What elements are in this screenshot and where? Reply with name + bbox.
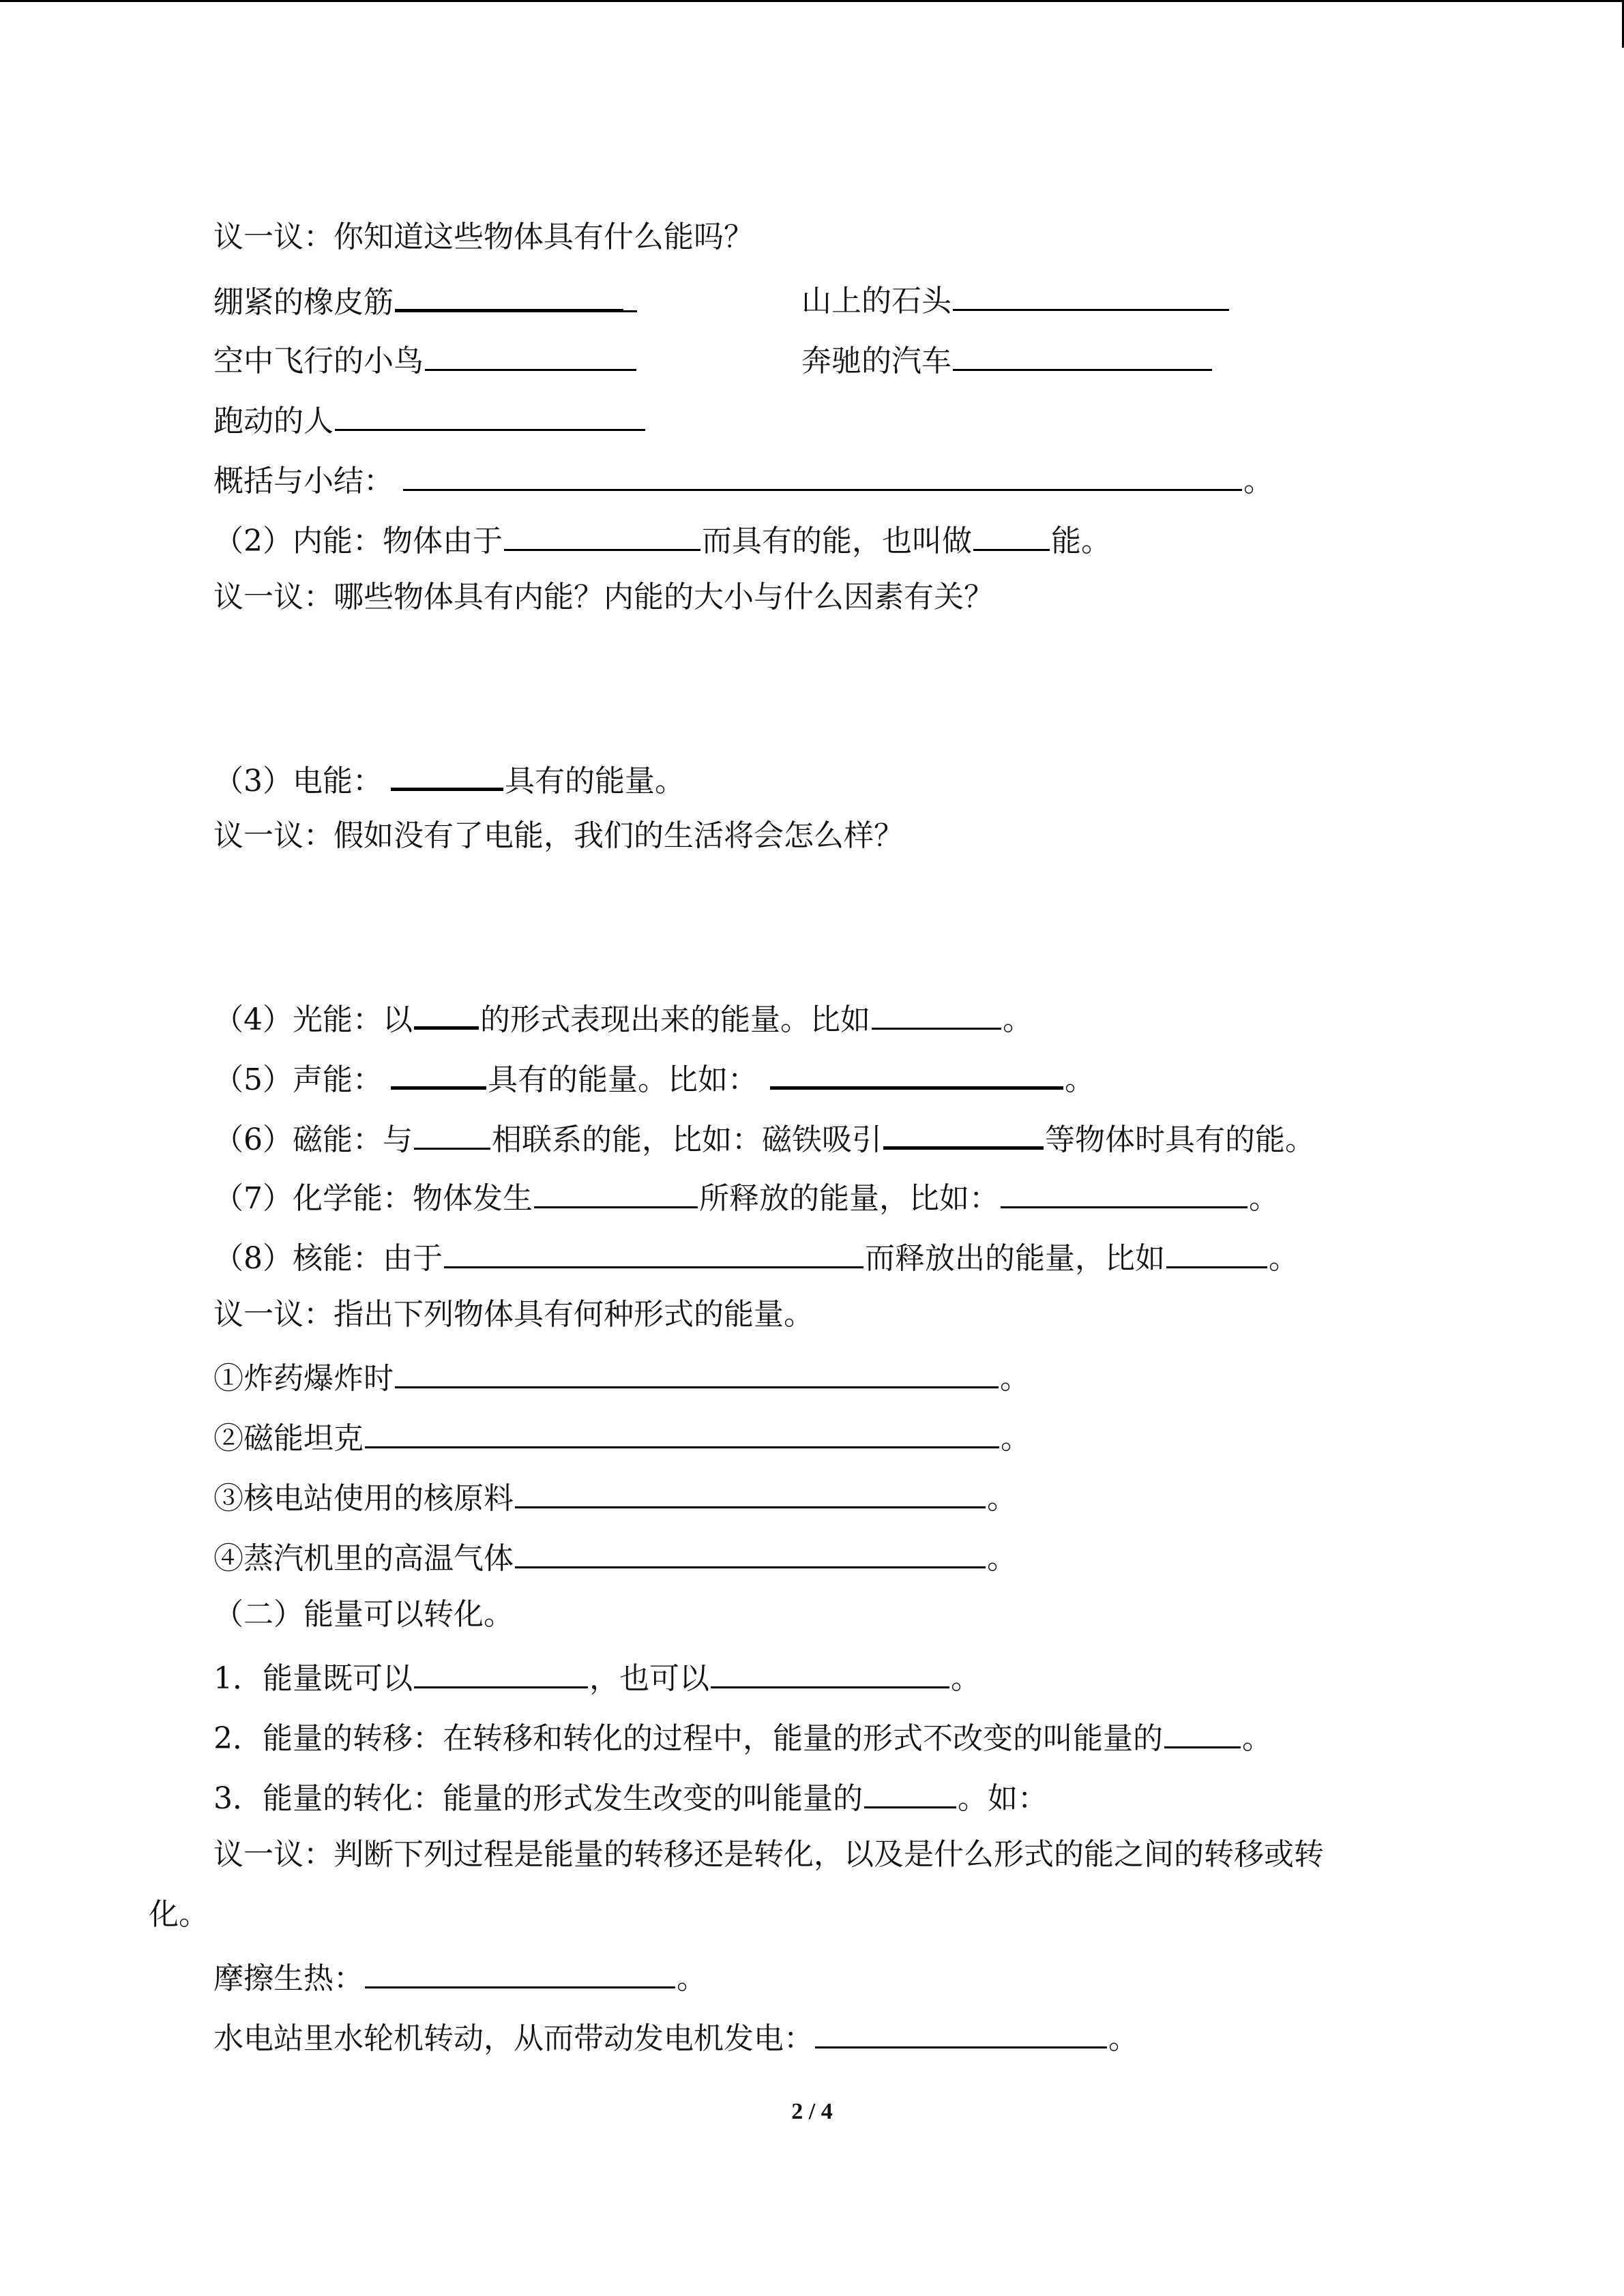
answer-blank[interactable] [414, 1112, 490, 1150]
example-friction: 摩擦生热： 。 [213, 1951, 707, 1999]
answer-blank[interactable] [335, 393, 645, 431]
example-hydropower: 水电站里水轮机转动，从而带动发电机发电： 。 [213, 2011, 1138, 2059]
answer-blank[interactable] [515, 1471, 986, 1508]
chemical-energy-line: （7）化学能：物体发生 所释放的能量，比如： 。 [213, 1171, 1279, 1219]
answer-blank[interactable] [395, 1351, 999, 1388]
discussion-prompt-5-cont: 化。 [149, 1897, 209, 1932]
list-item: ②磁能坦克 。 [213, 1411, 1031, 1459]
light-energy-line: （4）光能：以 的形式表现出来的能量。比如 。 [213, 991, 1033, 1039]
point-1: 1．能量既可以 ，也可以 。 [213, 1651, 981, 1699]
discussion-prompt-5: 议一议：判断下列过程是能量的转移还是转化，以及是什么形式的能之间的转移或转 [213, 1837, 1324, 1872]
nuclear-energy-line: （8）核能：由于 而释放出的能量，比如 。 [213, 1231, 1299, 1279]
answer-blank[interactable] [1166, 1231, 1267, 1268]
answer-blank[interactable] [414, 991, 479, 1030]
magnetic-energy-line: （6）磁能：与 相联系的能，比如：磁铁吸引 等物体时具有的能。 [213, 1111, 1315, 1159]
item-bird: 空中飞行的小鸟 [213, 333, 638, 381]
summary-blank[interactable] [403, 453, 1242, 491]
section-heading-part-2: （二）能量可以转化。 [213, 1597, 514, 1632]
discussion-prompt-1: 议一议：你知道这些物体具有什么能吗？ [213, 220, 754, 254]
answer-blank[interactable] [414, 1651, 588, 1688]
answer-blank[interactable] [504, 513, 700, 551]
answer-blank[interactable] [534, 1171, 698, 1208]
answer-blank[interactable] [953, 273, 1229, 311]
answer-blank[interactable] [973, 513, 1050, 551]
discussion-prompt-2: 议一议：哪些物体具有内能？内能的大小与什么因素有关？ [213, 580, 994, 614]
list-item: ④蒸汽机里的高温气体 。 [213, 1531, 1017, 1579]
answer-blank[interactable] [391, 1051, 486, 1090]
electric-energy-line: （3）电能： 具有的能量。 [213, 752, 685, 800]
point-3: 3．能量的转化：能量的形式发生改变的叫能量的 。如： [213, 1771, 1048, 1819]
answer-blank[interactable] [872, 992, 1001, 1030]
item-stone: 山上的石头 [801, 273, 1230, 321]
answer-blank[interactable] [711, 1651, 949, 1688]
answer-blank[interactable] [444, 1231, 863, 1268]
answer-blank[interactable] [365, 1951, 675, 1988]
answer-blank[interactable] [815, 2011, 1107, 2048]
item-car: 奔驰的汽车 [801, 333, 1213, 381]
answer-blank[interactable] [1001, 1171, 1247, 1208]
answer-blank[interactable] [864, 1771, 956, 1808]
list-item: ①炸药爆炸时 。 [213, 1351, 1030, 1399]
answer-blank[interactable] [515, 1531, 986, 1568]
discussion-prompt-3: 议一议：假如没有了电能，我们的生活将会怎么样？ [213, 818, 904, 853]
answer-blank[interactable] [1164, 1711, 1241, 1748]
answer-blank-tail [623, 275, 637, 312]
sound-energy-line: （5）声能： 具有的能量。比如： 。 [213, 1051, 1095, 1099]
summary-line: 概括与小结： 。 [213, 453, 1273, 501]
answer-blank[interactable] [365, 1411, 999, 1448]
discussion-prompt-4: 议一议：指出下列物体具有何种形式的能量。 [213, 1297, 814, 1332]
page-number: 2 / 4 [791, 2099, 833, 2124]
answer-blank[interactable] [395, 273, 623, 312]
item-runner: 跑动的人 [213, 393, 647, 441]
answer-blank[interactable] [770, 1051, 1063, 1090]
answer-blank[interactable] [883, 1111, 1044, 1150]
point-2: 2．能量的转移：在转移和转化的过程中，能量的形式不改变的叫能量的 。 [213, 1711, 1272, 1759]
answer-blank[interactable] [425, 333, 636, 371]
internal-energy-line: （2）内能：物体由于 而具有的能，也叫做 能。 [213, 513, 1111, 561]
answer-blank[interactable] [953, 333, 1212, 371]
answer-blank[interactable] [391, 752, 503, 791]
item-rubber-band: 绷紧的橡皮筋 [213, 273, 638, 321]
top-border [0, 0, 1624, 2]
list-item: ③核电站使用的核原料 。 [213, 1471, 1017, 1519]
